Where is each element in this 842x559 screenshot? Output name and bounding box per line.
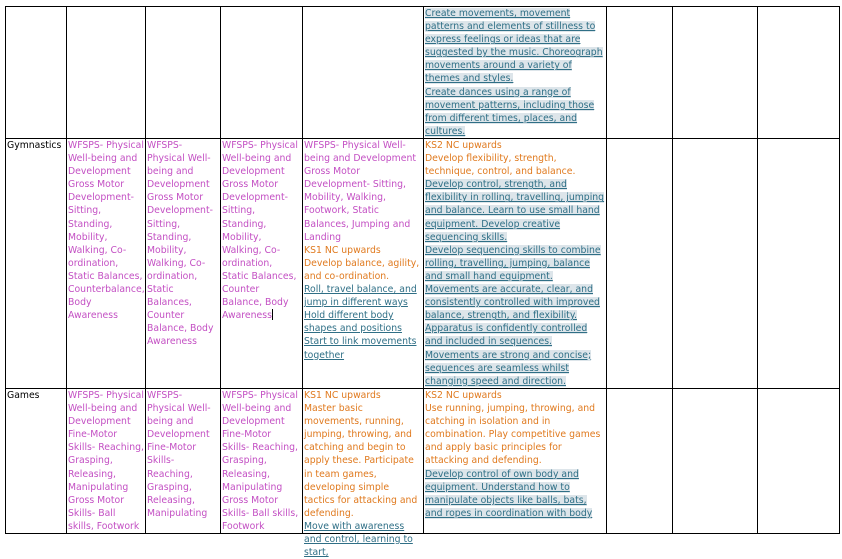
strand-cell: [6, 7, 67, 139]
empty-cell: [607, 139, 673, 389]
gymnastics-ks2-item[interactable]: Movements are accurate, clear, and consistently controlled with improved balance, strength, and flexibility. Apparatus is confidently controlled and included in sequences.: [425, 284, 600, 348]
games-ks1-link[interactable]: Move with awareness and control, learning to start,: [304, 520, 413, 559]
gymnastics-ks2-item[interactable]: Develop control, strength, and flexibility in rolling, travelling, jumping and balance. Learn to use small hand equipment. Develop creative sequencing skills.: [425, 179, 605, 243]
gymnastics-ks1-heading: KS1 NC upwards: [304, 244, 381, 256]
empty-cell: [673, 139, 758, 389]
games-ks2-link[interactable]: Develop control of own body and equipment. Understand how to manipulate objects like balls, bats, and ropes in coordination with body: [425, 468, 593, 519]
table-row: [6, 389, 840, 534]
gymnastics-col3-text: WFSPS- Physical Well-being and Development Gross Motor Development-Sitting, Standing, Mobility, Walking, Co-ordination, Static Balances, Counter Balance, Body Awareness: [222, 140, 298, 322]
table-row: [6, 139, 840, 389]
gymnastics-col1-text: WFSPS- Physical Well-being and Development Gross Motor Development-Sitting, Standing, Mobility, Walking, Co-ordination, Static Balances, Counterbalance, Body Awareness: [68, 140, 145, 322]
gymnastics-ks1-link[interactable]: Roll, travel balance, and jump in different ways Hold different body shapes and positions Start to link movements together: [304, 284, 417, 361]
empty-cell: [673, 7, 758, 139]
wfsps-cell: [146, 139, 221, 389]
empty-cell: [607, 7, 673, 139]
games-ks2-objective: Use running, jumping, throwing, and catching in isolation and in combination. Play competitive games and apply basic principles for attacking and defending.: [425, 403, 601, 467]
gymnastics-ks1-wfsps: WFSPS- Physical Well-being and Development Gross Motor Development- Sitting, Mobility, Walking, Footwork, Static Balances, Jumping and Landing: [304, 140, 416, 243]
table-row: [6, 7, 840, 139]
wfsps-cell: [67, 139, 146, 389]
games-ks1-heading: KS1 NC upwards: [304, 390, 381, 401]
strand-cell: [6, 139, 67, 389]
games-col2-text: WFSPS- Physical Well-being and Development Fine-Motor Skills- Reaching, Grasping, Releasing, Manipulating: [147, 390, 211, 519]
empty-cell: [758, 139, 840, 389]
ks1-cell: [303, 389, 424, 559]
ks1-cell: [303, 139, 424, 389]
ks2-cell: [424, 389, 607, 534]
wfsps-cell: [221, 139, 303, 389]
dance-objective-choreograph[interactable]: Create movements, movement patterns and elements of stillness to express feelings or ideas that are suggested by the music. Choreograph movements around a variety of themes and styles.: [425, 8, 603, 85]
gymnastics-ks2-item[interactable]: Develop sequencing skills to combine rolling, travelling, jumping, balance and small hand equipment.: [425, 244, 601, 282]
empty-cell: [67, 7, 146, 139]
empty-cell: [221, 7, 303, 139]
ks2-cell: [424, 7, 607, 139]
empty-cell: [758, 7, 840, 139]
wfsps-cell: [67, 389, 146, 534]
wfsps-cell: [146, 389, 221, 534]
empty-cell: [758, 389, 840, 534]
games-ks2-heading: KS2 NC upwards: [425, 390, 502, 401]
empty-cell: [607, 389, 673, 534]
dance-objective-create[interactable]: Create dances using a range of movement patterns, including those from different times, places, and cultures.: [425, 86, 595, 137]
games-col3-text: WFSPS- Physical Well-being and Development Fine-Motor Skills- Reaching, Grasping, Releasing, Manipulating Gross Motor Skills- Ball skills, Footwork: [222, 390, 299, 532]
curriculum-table: [5, 6, 840, 559]
empty-cell: [303, 7, 424, 139]
gymnastics-ks2-heading: KS2 NC upwards: [425, 140, 502, 151]
wfsps-cell: [221, 389, 303, 534]
games-label: Games: [7, 390, 40, 401]
gymnastics-ks2-objective: Develop flexibility, strength, technique, control, and balance.: [425, 153, 576, 178]
games-col1-text: WFSPS- Physical Well-being and Development Fine-Motor Skills- Reaching, Grasping, Releasing, Manipulating Gross Motor Skills- Ball skills, Footwork: [68, 390, 144, 532]
text-cursor: [272, 309, 273, 320]
gymnastics-ks1-objective: Develop balance, agility, and co-ordination.: [304, 257, 420, 282]
empty-cell: [146, 7, 221, 139]
gymnastics-label: Gymnastics: [7, 140, 62, 151]
strand-cell: [6, 389, 67, 534]
gymnastics-ks2-item[interactable]: Movements are strong and concise; sequences are seamless whilst changing speed and direction.: [425, 349, 592, 387]
games-ks1-objective: Master basic movements, running, jumping, throwing, and catching and begin to apply these. Participate in team games, developing simple tactics for attacking and defending.: [304, 403, 418, 519]
gymnastics-col2-text: WFSPS- Physical Well-being and Development Gross Motor Development-Sitting, Standing, Mobility, Walking, Co-ordination, Static Balances, Counter Balance, Body Awareness: [147, 140, 214, 348]
empty-cell: [673, 389, 758, 534]
ks2-cell: [424, 139, 607, 389]
